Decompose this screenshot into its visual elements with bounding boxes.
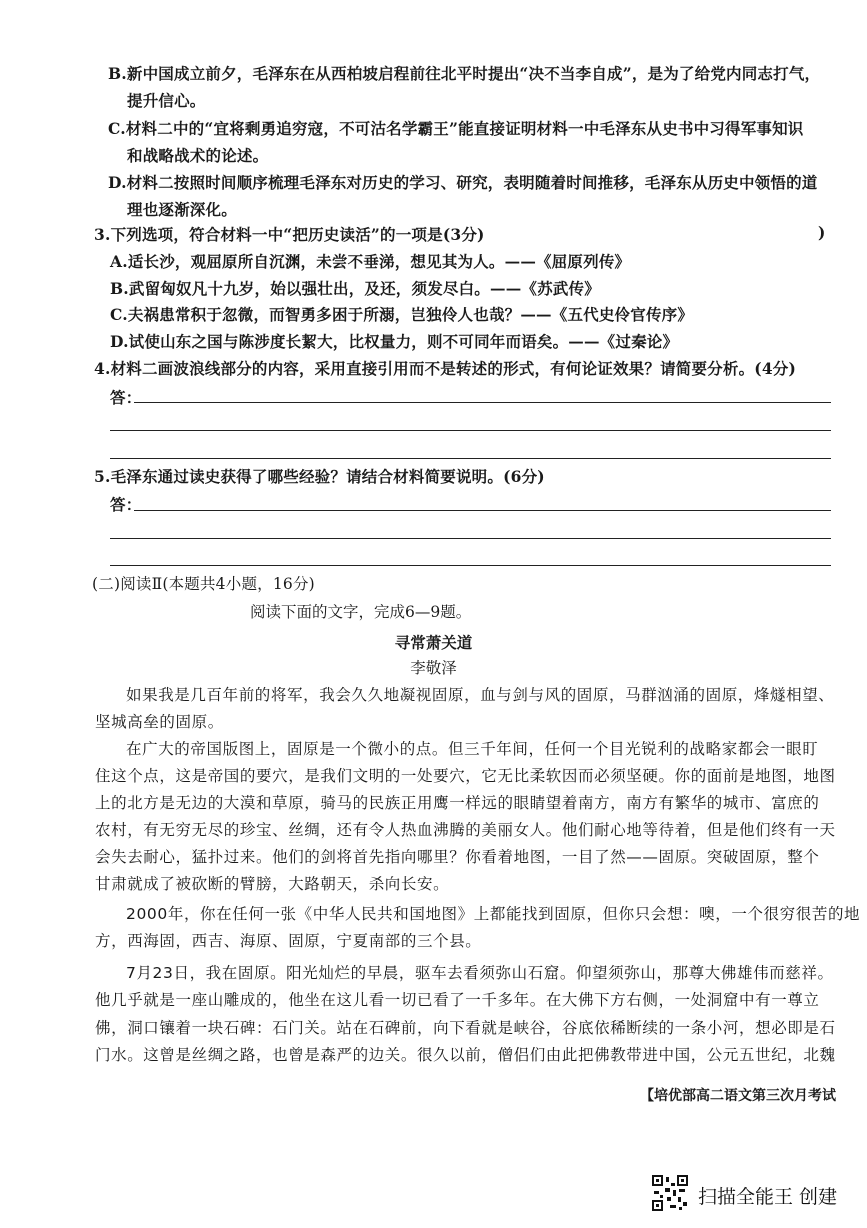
essay-line: 他几乎就是一座山雕成的，他坐在这儿看一切已看了一千多年。在大佛下方右侧，一处洞窟中有一尊立 — [95, 991, 820, 1009]
q2-option-b-line2: 提升信心。 — [127, 91, 206, 110]
essay-author: 李敬泽 — [410, 659, 457, 677]
q2-option-d-line1: D.材料二按照时间顺序梳理毛泽东对历史的学习、研究，表明随着时间推移，毛泽东从历史中领悟的道 — [108, 173, 818, 192]
qr-code-icon — [652, 1175, 688, 1211]
essay-line: 2000年，你在任何一张《中华人民共和国地图》上都能找到固原，但你只会想：噢，一个很穷很苦的地 — [126, 905, 861, 923]
q5-stem: 5.毛泽东通过读史获得了哪些经验？请结合材料简要说明。(6分) — [94, 467, 545, 486]
q3-answer-paren: ) — [818, 223, 826, 242]
q2-option-b-line1: B.新中国成立前夕，毛泽东在从西柏坡启程前往北平时提出“决不当李自成”，是为了给党内同志打气， — [108, 64, 821, 83]
q4-answer-line[interactable] — [110, 430, 831, 431]
q3-option-b: B.武留匈奴凡十九岁，始以强壮出，及还，须发尽白。——《苏武传》 — [110, 279, 600, 298]
q3-option-c: C.夫祸患常积于忽微，而智勇多困于所溺，岂独伶人也哉？——《五代史伶官传序》 — [110, 305, 694, 324]
essay-title: 寻常萧关道 — [394, 633, 473, 652]
q3-option-a: A.适长沙，观屈原所自沉渊，未尝不垂涕，想见其为人。——《屈原列传》 — [110, 252, 631, 271]
q4-answer-line[interactable] — [134, 402, 831, 403]
q2-option-d-line2: 理也逐渐深化。 — [127, 200, 237, 219]
essay-line: 会失去耐心，猛扑过来。他们的剑将首先指向哪里？你看着地图，一目了然——固原。突破固原，整个 — [95, 848, 820, 866]
page-footer: 【培优部高二语文第三次月考试 — [640, 1088, 836, 1104]
q2-option-c-line2: 和战略战术的论述。 — [127, 146, 269, 165]
q2-option-c-line1: C.材料二中的“宜将剩勇追穷寇，不可沽名学霸王”能直接证明材料一中毛泽东从史书中习得军事知识 — [108, 119, 804, 138]
q5-answer-line[interactable] — [134, 510, 831, 511]
reading-instruction: 阅读下面的文字，完成6—9题。 — [250, 603, 472, 621]
q5-answer-line[interactable] — [110, 565, 831, 566]
essay-line: 佛，洞口镶着一块石碑：石门关。站在石碑前，向下看就是峡谷，谷底依稀断续的一条小河，想必即是石 — [95, 1019, 836, 1037]
section-heading: (二)阅读Ⅱ(本题共4小题，16分) — [92, 575, 315, 593]
essay-line: 甘肃就成了被砍断的臂膀，大路朝天，杀向长安。 — [95, 875, 450, 893]
essay-line: 上的北方是无边的大漠和草原，骑马的民族正用鹰一样远的眼睛望着南方，南方有繁华的城市、富庶的 — [95, 794, 820, 812]
essay-line: 7月23日，我在固原。阳光灿烂的早晨，驱车去看须弥山石窟。仰望须弥山，那尊大佛雄伟而慈祥。 — [126, 964, 834, 982]
q4-answer-line[interactable] — [110, 458, 831, 459]
essay-line: 方，西海固，西吉、海原、固原，宁夏南部的三个县。 — [95, 932, 482, 950]
essay-line: 农村，有无穷无尽的珍宝、丝绸，还有令人热血沸腾的美丽女人。他们耐心地等待着，但是他们终有一天 — [95, 821, 836, 839]
essay-line: 坚城高垒的固原。 — [95, 713, 224, 731]
q3-option-d: D.试使山东之国与陈涉度长絜大，比权量力，则不可同年而语矣。——《过秦论》 — [110, 332, 679, 351]
essay-line: 在广大的帝国版图上，固原是一个微小的点。但三千年间，任何一个目光锐利的战略家都会一眼盯 — [126, 740, 819, 758]
q5-answer-label: 答： — [110, 495, 142, 514]
essay-line: 如果我是几百年前的将军，我会久久地凝视固原，血与剑与风的固原，马群汹涌的固原，烽燧相望、 — [126, 686, 835, 704]
q5-answer-line[interactable] — [110, 538, 831, 539]
scanner-watermark-text: 扫描全能王 创建 — [698, 1186, 838, 1208]
q3-stem: 3.下列选项，符合材料一中“把历史读活”的一项是(3分) — [94, 225, 485, 244]
essay-line: 门水。这曾是丝绸之路，也曾是森严的边关。很久以前，僧侣们由此把佛教带进中国，公元五世纪，北魏 — [95, 1046, 836, 1064]
essay-line: 住这个点，这是帝国的要穴，是我们文明的一处要穴，它无比柔软因而必须坚硬。你的面前是地图，地图 — [95, 767, 836, 785]
q4-stem: 4.材料二画波浪线部分的内容，采用直接引用而不是转述的形式，有何论证效果？请简要分析。(4分) — [94, 359, 797, 378]
q4-answer-label: 答： — [110, 388, 142, 407]
